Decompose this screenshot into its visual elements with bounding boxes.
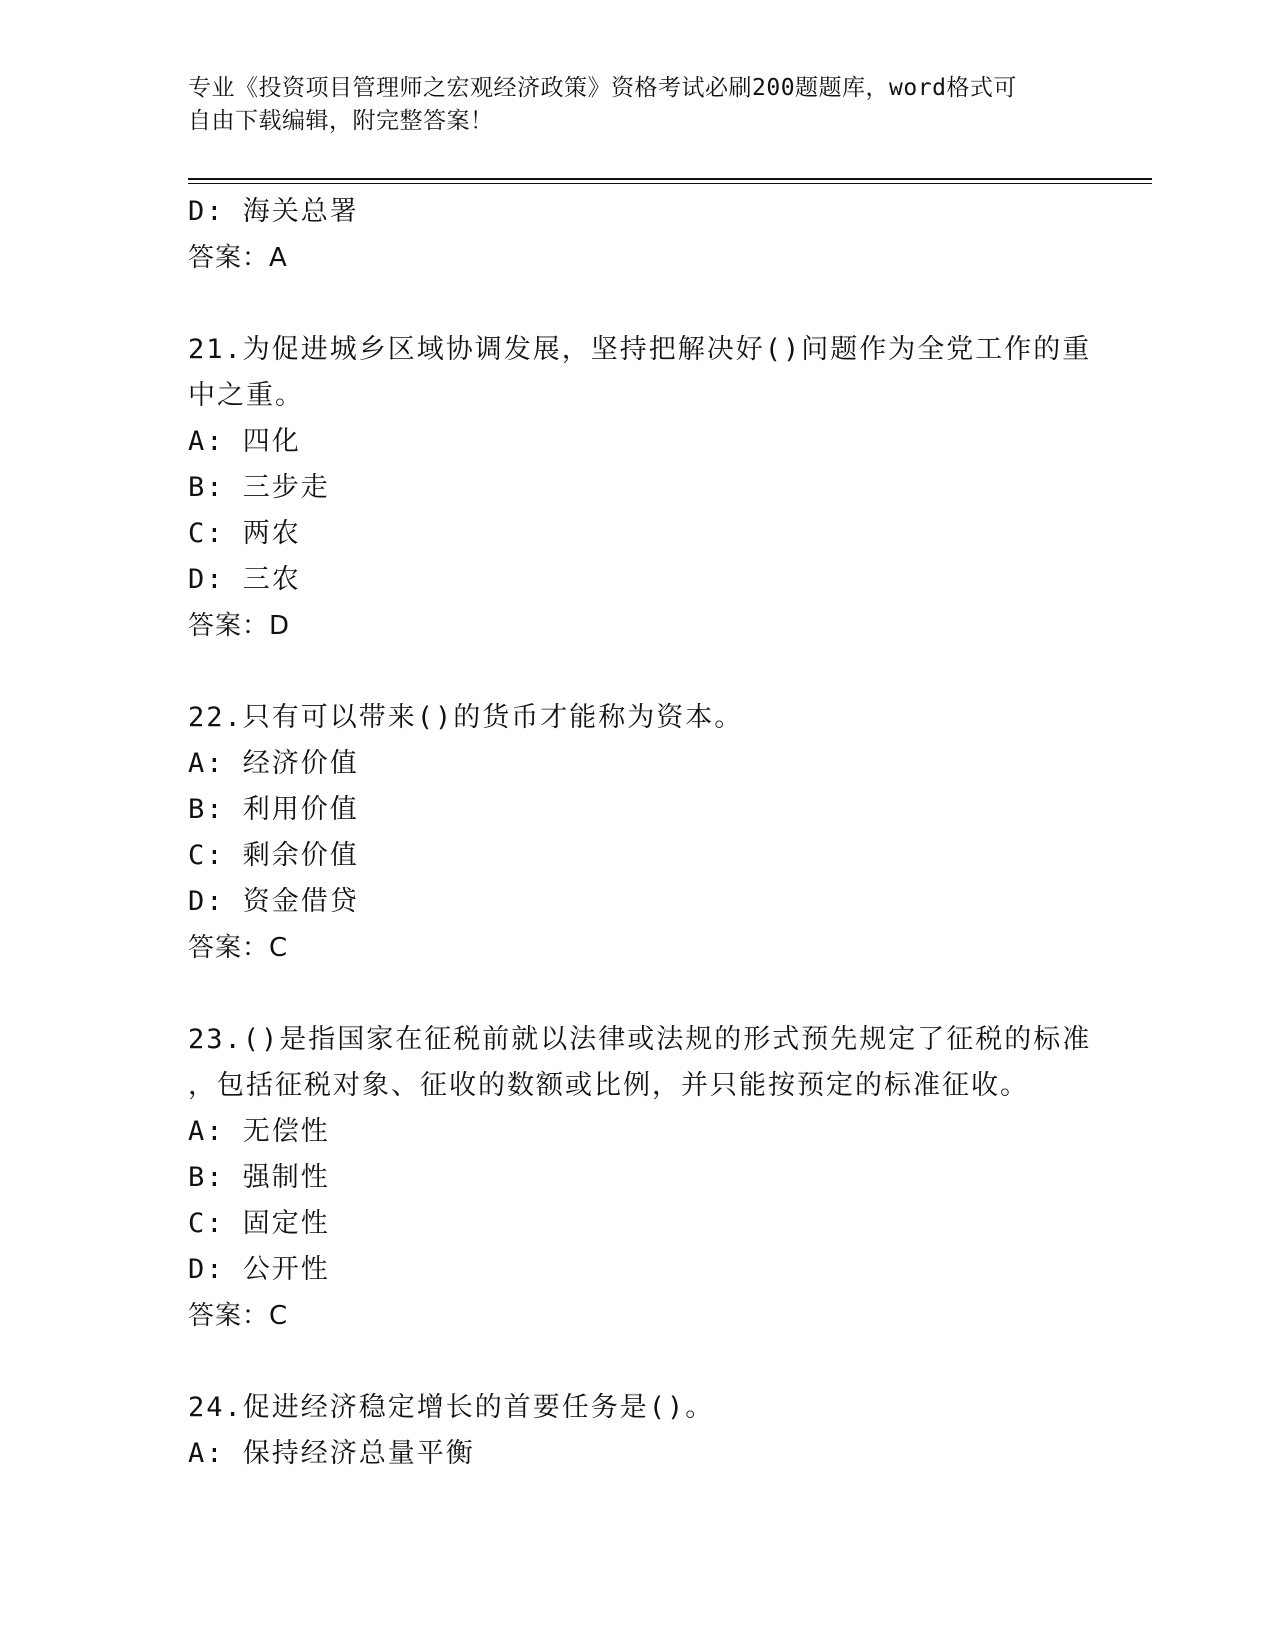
- answer-text: 答案：A: [188, 243, 288, 273]
- question-21: [188, 327, 1092, 649]
- question-stem-line: 22.只有可以带来()的货币才能称为资本。: [188, 702, 744, 733]
- spacer: [188, 649, 1088, 695]
- question-23: [188, 1017, 1092, 1339]
- question-stem-line: 中之重。: [188, 380, 304, 411]
- header-line-1: 专业《投资项目管理师之宏观经济政策》资格考试必刷200题题库，word格式可: [188, 75, 1017, 101]
- option-a: A: 四化: [188, 426, 301, 457]
- question-list: [188, 189, 1092, 1477]
- answer-text: 答案：D: [188, 611, 291, 641]
- option-d: D: 三农: [188, 564, 301, 595]
- header-divider-thick: [188, 178, 1152, 180]
- option-a: A: 经济价值: [188, 748, 359, 779]
- option-d: D: 公开性: [188, 1254, 330, 1285]
- header-line-2: 自由下载编辑，附完整答案！: [188, 108, 494, 134]
- option-c: C: 固定性: [188, 1208, 330, 1239]
- answer-text: 答案：C: [188, 1301, 289, 1331]
- header-divider-thin: [188, 183, 1152, 184]
- question-stem-line: 24.促进经济稳定增长的首要任务是()。: [188, 1392, 715, 1423]
- option-b: B: 强制性: [188, 1162, 330, 1193]
- option-b: B: 利用价值: [188, 794, 359, 825]
- question-stem-line: ，包括征税对象、征收的数额或比例，并只能按预定的标准征收。: [188, 1070, 1029, 1101]
- option-c: C: 剩余价值: [188, 840, 359, 871]
- question-24: [188, 1385, 1088, 1477]
- question-stem-line: 23.()是指国家在征税前就以法律或法规的形式预先规定了征税的标准: [188, 1024, 1092, 1055]
- option-d: D: 资金借贷: [188, 886, 359, 917]
- option-b: B: 三步走: [188, 472, 330, 503]
- question-stem-line: 21.为促进城乡区域协调发展，坚持把解决好()问题作为全党工作的重: [188, 334, 1092, 365]
- option-a: A: 保持经济总量平衡: [188, 1438, 475, 1469]
- option-text: D: 海关总署: [188, 196, 359, 227]
- answer-text: 答案：C: [188, 933, 289, 963]
- option-c: C: 两农: [188, 518, 301, 549]
- spacer: [188, 971, 1088, 1017]
- document-header: [188, 72, 1068, 138]
- spacer: [188, 1339, 1088, 1385]
- option-a: A: 无偿性: [188, 1116, 330, 1147]
- question-22: [188, 695, 1088, 971]
- spacer: [188, 281, 1088, 327]
